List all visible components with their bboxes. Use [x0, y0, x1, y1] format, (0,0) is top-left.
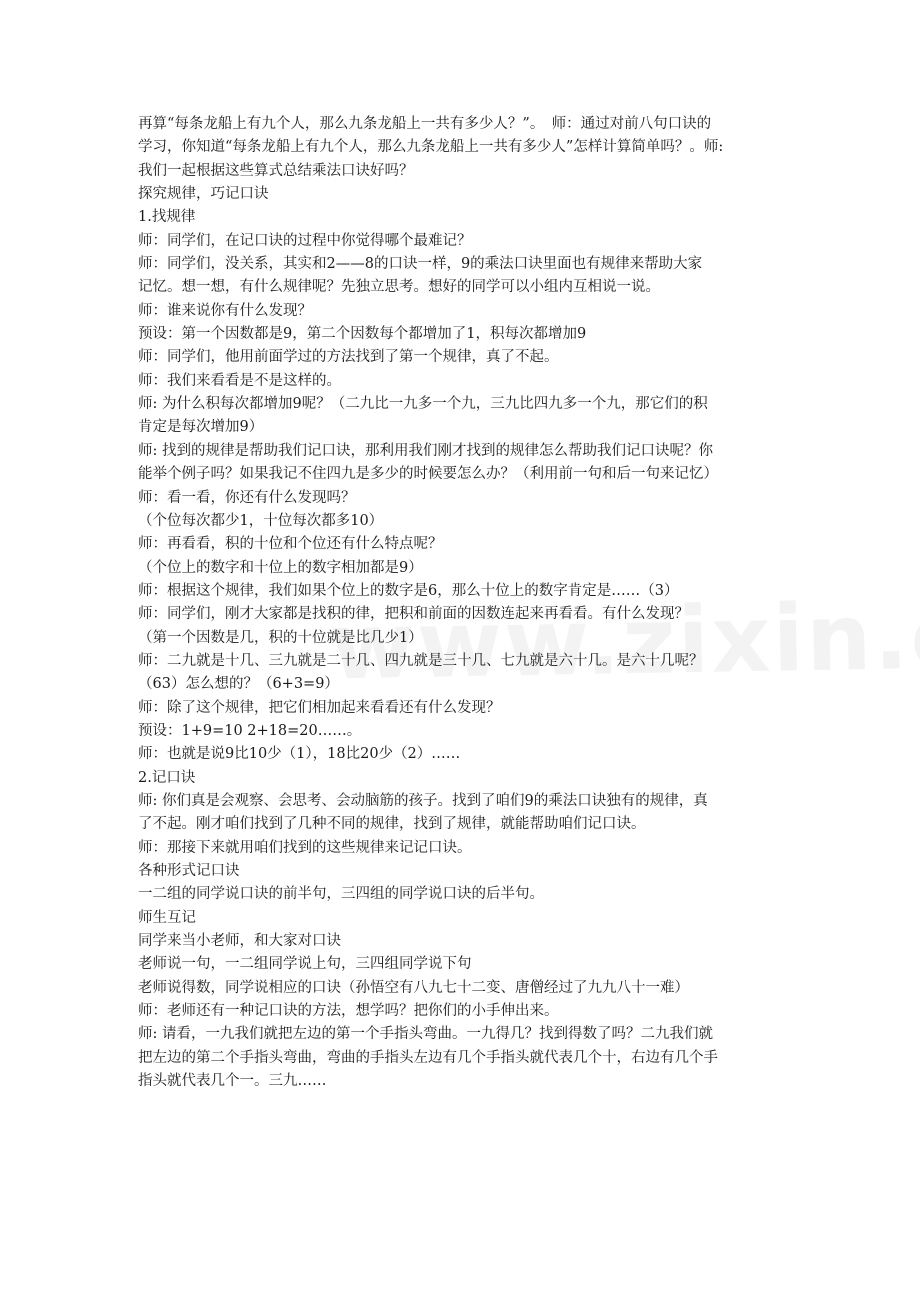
text-line: 师：谁来说你有什么发现？ — [138, 302, 312, 319]
text-line: 师: 请看，一九我们就把左边的第一个手指头弯曲。一九得几？找到得数了吗？二九我们就 — [138, 1026, 713, 1043]
text-line: （个位上的数字和十位上的数字相加都是9） — [138, 559, 423, 576]
text-line: 师：那接下来就用咱们找到的这些规律来记记口诀。 — [138, 839, 472, 856]
text-line: 师：同学们，在记口诀的过程中你觉得哪个最难记？ — [138, 232, 472, 249]
text-line: （第一个因数是几，积的十位就是比几少1） — [138, 629, 423, 646]
section-heading: 2.记口诀 — [138, 769, 196, 786]
text-line: 老师说得数，同学说相应的口诀（孙悟空有八九七十二变、唐僧经过了九九八十一难） — [138, 979, 689, 996]
text-line: 师：再看看，积的十位和个位还有什么特点呢？ — [138, 536, 443, 553]
text-line: 师: 找到的规律是帮助我们记口诀，那利用我们刚才找到的规律怎么帮助我们记口诀呢？你 — [138, 442, 713, 459]
text-line: 师：根据这个规律，我们如果个位上的数字是6，那么十位上的数字肯定是……（3） — [138, 582, 679, 599]
text-line: 师：同学们，他用前面学过的方法找到了第一个规律，真了不起。 — [138, 349, 559, 366]
text-line: 师：除了这个规律，把它们相加起来看看还有什么发现？ — [138, 699, 501, 716]
text-line: 记忆。想一想，有什么规律呢？先独立思考。想好的同学可以小组内互相说一说。 — [138, 279, 660, 296]
text-line: 师：老师还有一种记口诀的方法，想学吗？把你们的小手伸出来。 — [138, 1003, 559, 1020]
text-line: 预设：1+9=10 2+18=20……。 — [138, 722, 362, 739]
text-line: 师：同学们，刚才大家都是找积的律，把积和前面的因数连起来再看看。有什么发现？ — [138, 606, 689, 623]
text-line: 师：二九就是十几、三九就是二十几、四九就是三十几、七九就是六十几。是六十几呢？ — [138, 652, 704, 669]
text-line: 再算“每条龙船上有九个人，那么九条龙船上一共有多少人？”。 师：通过对前八句口诀的 — [138, 116, 712, 132]
text-line: （个位每次都少1，十位每次都多10） — [138, 512, 384, 529]
text-line: 师: 你们真是会观察、会思考、会动脑筋的孩子。找到了咱们9的乘法口诀独有的规律，真 — [138, 792, 708, 809]
text-line: 预设：第一个因数都是9，第二个因数每个都增加了1，积每次都增加9 — [138, 326, 587, 343]
text-line: 把左边的第二个手指头弯曲，弯曲的手指头左边有几个手指头就代表几个十，右边有几个手 — [138, 1049, 718, 1066]
text-line: 师: 为什么积每次都增加9呢？（二九比一九多一个九，三九比四九多一个九，那它们的积 — [138, 396, 708, 413]
text-line: 师：也就是说9比10少（1），18比20少（2）…… — [138, 746, 461, 763]
text-line: 师：看一看，你还有什么发现吗？ — [138, 489, 356, 506]
section-heading: 1.找规律 — [138, 209, 196, 226]
text-line: 能举个例子吗？如果我记不住四九是多少的时候要怎么办？（利用前一句和后一句来记忆） — [138, 466, 718, 483]
text-line: 肯定是每次增加9） — [138, 419, 264, 436]
text-line: 师：我们来看看是不是这样的。 — [138, 372, 341, 389]
section-heading: 探究规律，巧记口诀 — [138, 186, 269, 203]
document-body — [138, 113, 788, 1093]
text-line: 学习，你知道“每条龙船上有九个人，那么九条龙船上一共有多少人”怎样计算简单吗？。师: — [138, 139, 724, 156]
text-line: 了不起。刚才咱们找到了几种不同的规律，找到了规律，就能帮助咱们记口诀。 — [138, 816, 646, 833]
text-line: 同学来当小老师，和大家对口诀 — [138, 933, 341, 950]
section-heading: 师生互记 — [138, 909, 196, 926]
section-heading: 各种形式记口诀 — [138, 863, 240, 879]
text-line: 师：同学们，没关系，其实和2——8的口诀一样，9的乘法口诀里面也有规律来帮助大家 — [138, 256, 703, 273]
text-line: 我们一起根据这些算式总结乘法口诀好吗？ — [138, 162, 414, 179]
text-line: 老师说一句，一二组同学说上句，三四组同学说下句 — [138, 956, 472, 973]
text-line: 一二组的同学说口诀的前半句，三四组的同学说口诀的后半句。 — [138, 886, 544, 903]
text-line: （63）怎么想的？（6+3=9） — [138, 676, 339, 693]
text-line: 指头就代表几个一。三九…… — [138, 1073, 327, 1090]
